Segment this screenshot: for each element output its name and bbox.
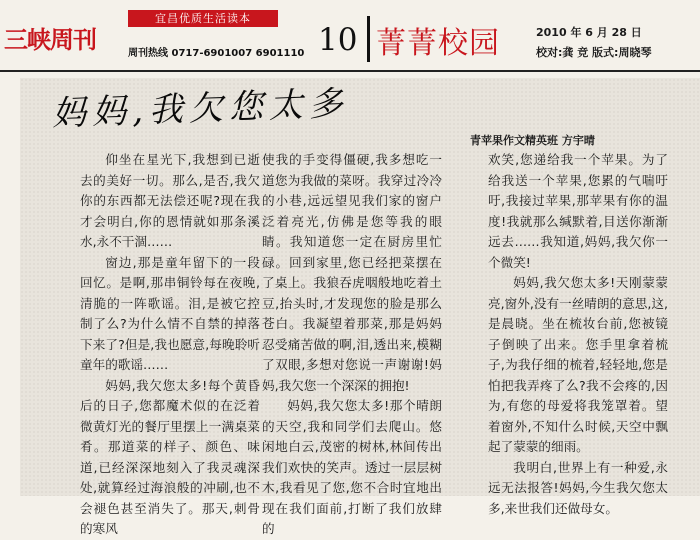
article-column-3 — [488, 150, 668, 516]
article-paragraph: 妈妈,我欠您太多!那个晴朗的天空,我和同学们去爬山。悠闲地白云,茂密的树林,林间传出我们欢快的笑声。透过一层层树木,我看见了您,您不合时宜地出现在我们面前,打断了我们放肆的 — [262, 398, 442, 536]
article-column-1 — [80, 150, 260, 536]
header-divider — [367, 16, 370, 62]
newspaper-logo: 三峡周刊 — [4, 25, 96, 54]
article-paragraph: 使我的手变得僵硬,我多想吃一道您为我做的菜呀。我穿过冷冷的小巷,远远望见我们家的窗户泛着亮光,仿佛是您等我的眼睛。我知道您一定在厨房里忙碌。回到家里,您已经把菜摆在了桌上。我狼吞虎咽般地吃着土豆,抬头时,才发现您的脸是那么苍白。我凝望着那菜,那是妈妈忍受痛苦做的啊,泪,透出来,模糊了双眼,多想对您说一声谢谢!妈妈,我欠您一个深深的拥抱! — [262, 152, 442, 393]
masthead — [0, 0, 700, 72]
editor-credits: 校对:龚 竞 版式:周晓琴 — [536, 46, 652, 59]
article-paragraph: 欢笑,您递给我一个苹果。为了给我送一个苹果,您累的气喘吁吁,我接过苹果,那苹果有你的温度!我就那么缄默着,目送你渐渐远去……我知道,妈妈,我欠你一个微笑! — [488, 152, 668, 270]
article-paragraph: 妈妈,我欠您太多!天刚蒙蒙亮,窗外,没有一丝晴朗的意思,这,是晨晓。坐在梳妆台前,您被镜子倒映了出来。您手里拿着梳子,为我仔细的梳着,轻轻地,您是怕把我弄疼了么?我不会疼的,因为,有您的母爱将我笼罩着。望着窗外,不知什么时候,天空中飘起了蒙蒙的细雨。 — [488, 275, 668, 454]
newspaper-slogan: 宜昌优质生活读本 — [128, 10, 278, 27]
article-byline: 青苹果作文精英班 方宇晴 — [470, 134, 595, 147]
article-paragraph: 仰坐在星光下,我想到已逝去的美好一切。那么,是否,我欠你的东西都无法偿还呢?现在我才会明白,你的恩情就如那条溪水,永不干涸…… — [80, 152, 260, 249]
hotline-numbers: 周刊热线 0717-6901007 6901110 — [128, 48, 305, 59]
article-paragraph: 我明白,世界上有一种爱,永远无法报答!妈妈,今生我欠您太多,来世我们还做母女。 — [488, 459, 668, 516]
article-headline: 妈妈,我欠您太多 — [51, 83, 350, 134]
header-rule — [0, 70, 700, 72]
section-title: 菁菁校园 — [376, 26, 500, 61]
page-number: 10 — [318, 22, 358, 58]
article-paragraph: 妈妈,我欠您太多!每个黄昏后的日子,您都魔术似的在泛着微黄灯光的餐厅里摆上一满桌菜肴。那道菜的样子、颜色、味道,已经深深地刻入了我灵魂深处,就算经过海浪般的冲刷,也不会褪色甚至消失了。那天,刺骨的寒风 — [80, 377, 260, 536]
issue-date: 2010 年 6 月 28 日 — [536, 26, 642, 39]
article-paragraph: 窗边,那是童年留下的一段回忆。是啊,那串铜铃每在夜晚,清脆的一阵歌谣。泪,是被它控制了么?为什么情不自禁的掉落下来了?但是,我也愿意,每晚聆听童年的歌谣…… — [80, 254, 260, 372]
article-column-2 — [262, 150, 442, 536]
